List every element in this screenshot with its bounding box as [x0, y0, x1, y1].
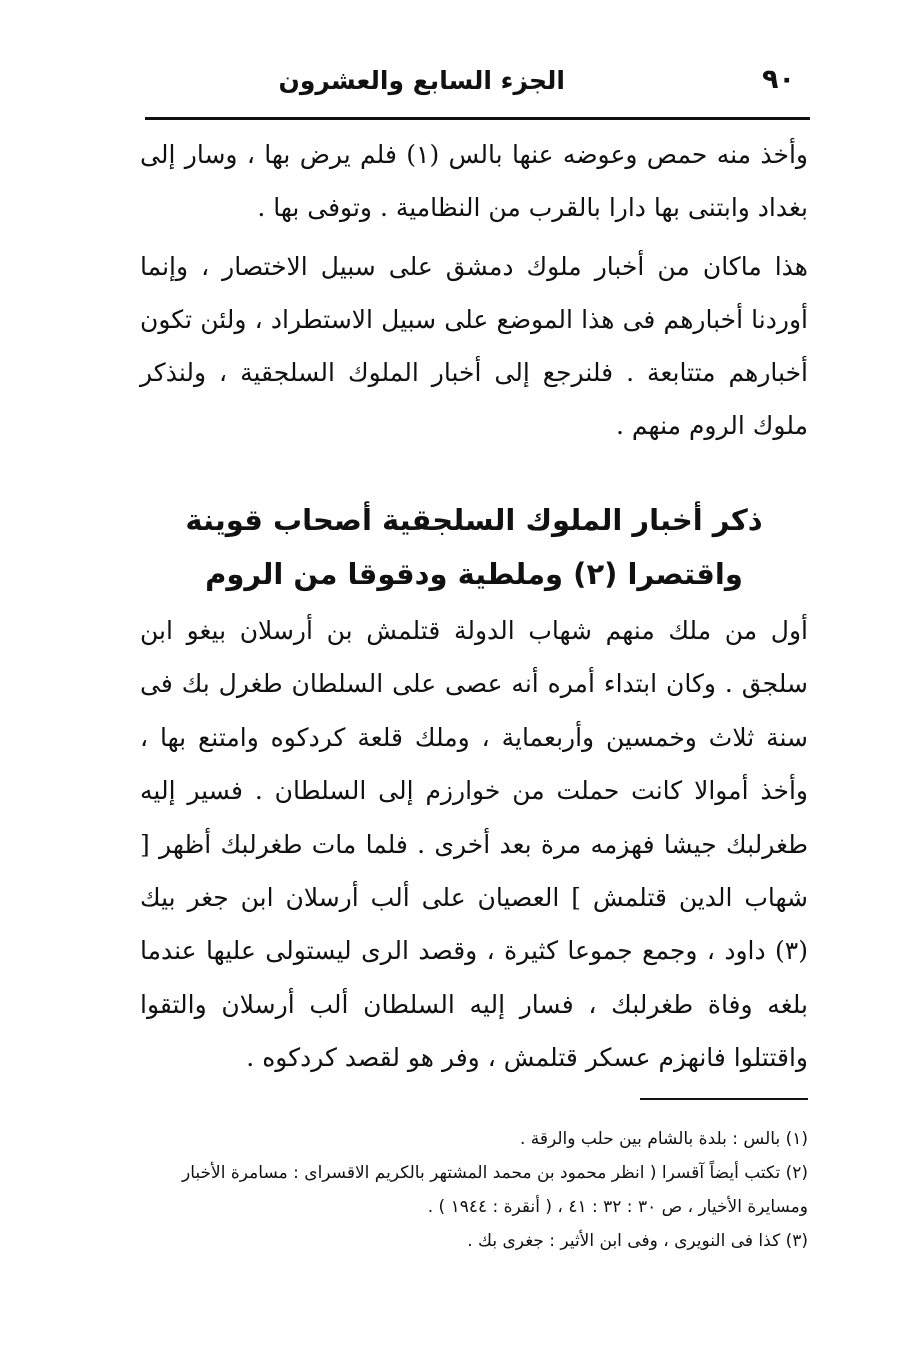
- heading-line-2: واقتصرا (٢) وملطية ودقوقا من الروم: [205, 557, 743, 591]
- footnote-1: (١) بالس : بلدة بالشام بين حلب والرقة .: [519, 1129, 808, 1149]
- running-title: الجزء السابع والعشرون: [278, 66, 565, 95]
- footnote-rule: [640, 1098, 808, 1100]
- paragraph-2: هذا ماكان من أخبار ملوك دمشق على سبيل الاختصار ، وإنما أوردنا أخبارهم فى هذا الموضع على سبيل الاستطراد ، ولئن تكون أخبارهم متتابعة . فلنرجع إلى أخبار الملوك السلجقية ، ولنذكر ملوك الروم منهم .: [140, 252, 808, 440]
- footnotes: [160, 1122, 808, 1258]
- paragraph-3: أول من ملك منهم شهاب الدولة قتلمش بن أرسلان بيغو ابن سلجق . وكان ابتداء أمره أنه عصى على السلطان طغرل بك فى سنة ثلاث وخمسين وأربعماية ، وملك قلعة كردكوه وامتنع بها ، وأخذ أموالا كانت حملت من خوارزم إلى السلطان . فسير إليه طغرلبك جيشا فهزمه مرة بعد أخرى . فلما مات طغرلبك أظهر [ شهاب الدين قتلمش ] العصيان على ألب أرسلان ابن جغر بيك (٣) داود ، وجمع جموعا كثيرة ، وقصد الرى ليستولى عليها عندما بلغه وفاة طغرلبك ، فسار إليه السلطان ألب أرسلان والتقوا واقتتلوا فانهزم عسكر قتلمش ، وفر هو لقصد كردكوه .: [140, 616, 808, 1073]
- page-header: [145, 58, 795, 106]
- footnote-3: (٣) كذا فى النويرى ، وفى ابن الأثير : جغرى بك .: [467, 1231, 808, 1251]
- paragraph-1: وأخذ منه حمص وعوضه عنها بالس (١) فلم يرض بها ، وسار إلى بغداد وابتنى بها دارا بالقرب من النظامية . وتوفى بها .: [140, 140, 808, 222]
- heading-line-1: ذكر أخبار الملوك السلجقية أصحاب قوينة: [185, 503, 763, 537]
- footnote-2: (٢) تكتب أيضاً آقسرا ( انظر محمود بن محمد المشتهر بالكريم الاقسراى : مسامرة الأخبار ومسايرة الأخيار ، ص ٣٠ : ٣٢ : ٤١ ، ( أنقرة : ١٩٤٤ ) .: [182, 1163, 808, 1217]
- page-number: ٩٠: [762, 64, 795, 95]
- section-heading: [140, 493, 808, 601]
- header-rule: [145, 117, 810, 120]
